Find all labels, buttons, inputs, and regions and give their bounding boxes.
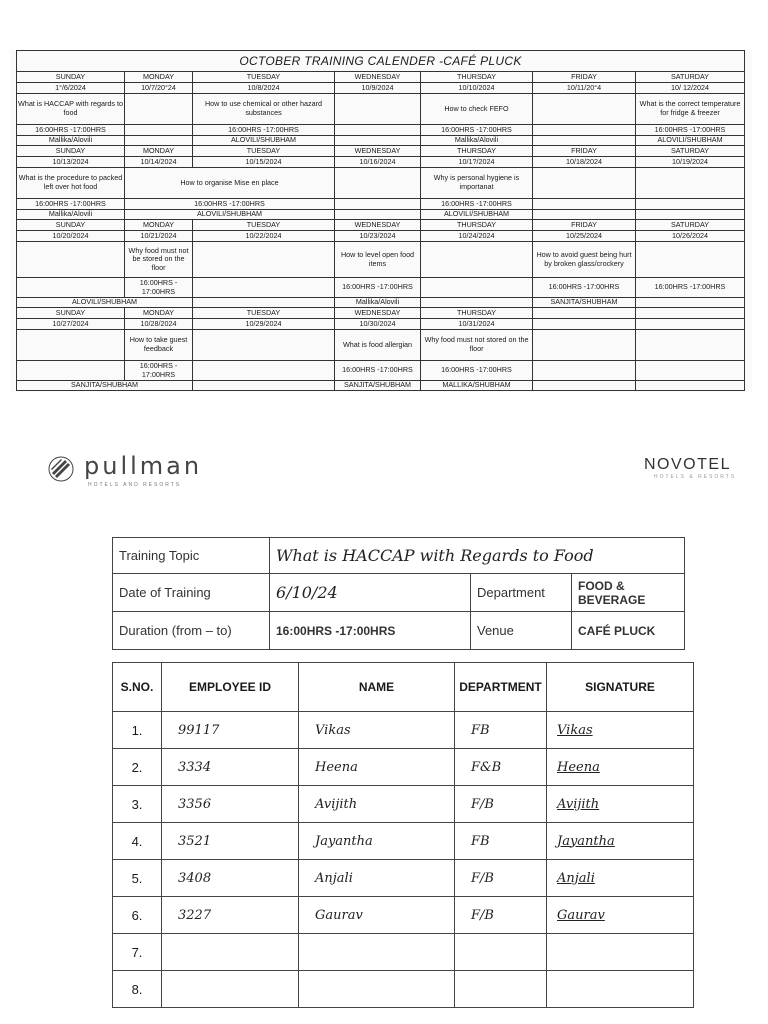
date-cell: 10/30/2024 [335, 319, 421, 330]
employee-id: 3356 [162, 786, 299, 823]
employee-id: 3408 [162, 860, 299, 897]
table-row [113, 897, 694, 934]
time-cell [17, 361, 125, 381]
employee-id: 99117 [162, 712, 299, 749]
topic-cell: What is HACCAP with regards to food [17, 94, 125, 125]
trainer-cell: Mallika/Alovili [335, 298, 421, 308]
day-label: SATURDAY [636, 72, 745, 83]
topic-cell: How to use chemical or other hazard substances [193, 94, 335, 125]
employee-department: F/B [455, 786, 547, 823]
attendance-table [112, 662, 694, 1008]
topic-cell [636, 168, 745, 199]
employee-signature: Jayantha [547, 823, 694, 860]
employee-id: 3521 [162, 823, 299, 860]
date-cell: 10/29/2024 [193, 319, 335, 330]
topic-cell [193, 242, 335, 278]
trainer-cell [533, 136, 636, 146]
topic-cell [335, 168, 421, 199]
time-cell: 16:00HRS - 17:00HRS [125, 278, 193, 298]
venue-label: Venue [471, 612, 572, 650]
trainer-cell: ALOVILI/SHUBHAM [636, 136, 745, 146]
topic-cell [335, 94, 421, 125]
topic-cell: What is the correct temperature for fridge & freezer [636, 94, 745, 125]
trainer-cell: ALOVILI/SHUBHAM [125, 210, 335, 220]
day-label: TUESDAY [193, 72, 335, 83]
employee-id: 3227 [162, 897, 299, 934]
day-label: THURSDAY [421, 146, 533, 157]
employee-signature [547, 934, 694, 971]
time-cell: 16:00HRS -17:00HRS [17, 199, 125, 210]
empty-cell [533, 319, 636, 330]
employee-signature: Avijith [547, 786, 694, 823]
day-label: SUNDAY [17, 72, 125, 83]
date-cell: 10/15/2024 [193, 157, 335, 168]
table-row [113, 971, 694, 1008]
trainer-cell [193, 298, 335, 308]
time-cell: 16:00HRS -17:00HRS [193, 125, 335, 136]
time-cell: 16:00HRS -17:00HRS [421, 125, 533, 136]
date-cell: 1°/6/2024 [17, 83, 125, 94]
table-row [113, 823, 694, 860]
employee-id [162, 934, 299, 971]
calendar-title: OCTOBER TRAINING CALENDER -CAFÉ PLUCK [17, 51, 745, 72]
date-cell: 10/23/2024 [335, 231, 421, 242]
time-cell [335, 199, 421, 210]
trainer-cell: SANJITA/SHUBHAM [335, 381, 421, 391]
training-topic-value: What is HACCAP with Regards to Food [270, 538, 685, 574]
empty-cell [533, 361, 636, 381]
trainer-cell: ALOVILI/SHUBHAM [421, 210, 533, 220]
novotel-wordmark: NOVOTEL [644, 456, 731, 473]
employee-department: F&B [455, 749, 547, 786]
duration-value: 16:00HRS -17:00HRS [270, 612, 471, 650]
employee-department [455, 934, 547, 971]
employee-signature: Gaurav [547, 897, 694, 934]
topic-cell: Why is personal hygiene is importanat [421, 168, 533, 199]
day-label: SUNDAY [17, 220, 125, 231]
date-cell: 10/14/2024 [125, 157, 193, 168]
employee-id: 3334 [162, 749, 299, 786]
header-department: DEPARTMENT [455, 663, 547, 712]
row-sno: 4. [113, 823, 162, 860]
date-cell: 10/10/2024 [421, 83, 533, 94]
topic-cell: How to avoid guest being hurt by broken glass/crockery [533, 242, 636, 278]
day-label: SUNDAY [17, 146, 125, 157]
trainer-cell [636, 210, 745, 220]
empty-cell [533, 381, 636, 391]
day-label: TUESDAY [193, 146, 335, 157]
day-label: THURSDAY [421, 308, 533, 319]
trainer-cell: ALOVILI/SHUBHAM [193, 136, 335, 146]
topic-cell: What is food allergian [335, 330, 421, 361]
time-cell [533, 125, 636, 136]
row-sno: 6. [113, 897, 162, 934]
header-employee-id: EMPLOYEE ID [162, 663, 299, 712]
date-cell: 10/24/2024 [421, 231, 533, 242]
trainer-cell [335, 210, 421, 220]
training-info-table [112, 537, 685, 650]
trainer-cell: SANJITA/SHUBHAM [17, 381, 193, 391]
row-sno: 8. [113, 971, 162, 1008]
date-cell: 10/8/2024 [193, 83, 335, 94]
day-label: SATURDAY [636, 220, 745, 231]
date-label: Date of Training [113, 574, 270, 612]
venue-value: CAFÉ PLUCK [572, 612, 685, 650]
time-cell [17, 278, 125, 298]
day-label: WEDNESDAY [335, 220, 421, 231]
trainer-cell [125, 136, 193, 146]
training-topic-label: Training Topic [113, 538, 270, 574]
employee-department [455, 971, 547, 1008]
trainer-cell: Mallika/Alovili [17, 210, 125, 220]
trainer-cell: SANJITA/SHUBHAM [533, 298, 636, 308]
date-cell: 10/1?/2024 [421, 157, 533, 168]
day-label: THURSDAY [421, 220, 533, 231]
novotel-tagline: HOTELS & RESORTS [654, 474, 737, 480]
employee-signature: Anjali [547, 860, 694, 897]
trainer-cell [636, 298, 745, 308]
topic-cell: Why food must not be stored on the floor [125, 242, 193, 278]
time-cell: 16:00HRS -17:00HRS [636, 125, 745, 136]
time-cell [125, 125, 193, 136]
time-cell [193, 361, 335, 381]
pullman-mark-icon [48, 456, 74, 482]
day-label: WEDNESDAY [335, 146, 421, 157]
employee-id [162, 971, 299, 1008]
table-row [113, 860, 694, 897]
day-label: SUNDAY [17, 308, 125, 319]
day-label: WEDNESDAY [335, 308, 421, 319]
day-label: MONDAY [125, 308, 193, 319]
date-cell: 10/7/20°24 [125, 83, 193, 94]
day-label: FRIDAY [533, 72, 636, 83]
time-cell: 16:00HRS -17:00HRS [335, 361, 421, 381]
time-cell: 16:00HRS -17:00HRS [636, 278, 745, 298]
empty-cell [533, 330, 636, 361]
day-label: MONDAY [125, 146, 193, 157]
employee-name: Vikas [299, 712, 455, 749]
empty-cell [636, 308, 745, 319]
empty-cell [636, 330, 745, 361]
trainer-cell [335, 136, 421, 146]
trainer-cell: Mallika/Alovili [17, 136, 125, 146]
time-cell: 16:00HRS -17:00HRS [421, 361, 533, 381]
trainer-cell: MALLIKA/SHUBHAM [421, 381, 533, 391]
training-calendar [16, 50, 745, 391]
topic-cell: How to check FEFO [421, 94, 533, 125]
topic-cell: Why food must not stored on the floor [421, 330, 533, 361]
topic-cell: How to take guest feedback [125, 330, 193, 361]
day-label: TUESDAY [193, 220, 335, 231]
time-cell: 16:00HRS -17:00HRS [421, 199, 533, 210]
date-cell: 10/27/2024 [17, 319, 125, 330]
department-label: Department [471, 574, 572, 612]
time-cell [636, 199, 745, 210]
time-cell: 16:00HRS -17:00HRS [17, 125, 125, 136]
header-sno: S.NO. [113, 663, 162, 712]
date-cell: 10/16/2024 [335, 157, 421, 168]
trainer-cell [533, 210, 636, 220]
page-gap [0, 392, 768, 432]
day-label: MONDAY [125, 220, 193, 231]
row-sno: 7. [113, 934, 162, 971]
topic-cell: What is the procedure to packed left over hot food [17, 168, 125, 199]
trainer-cell: ALOVILI/SHUBHAM [17, 298, 193, 308]
employee-name: Gaurav [299, 897, 455, 934]
date-cell: 10/13/2024 [17, 157, 125, 168]
topic-cell [636, 242, 745, 278]
date-cell: 10/20/2024 [17, 231, 125, 242]
employee-department: FB [455, 712, 547, 749]
date-cell: 10/25/2024 [533, 231, 636, 242]
date-cell: 10/22/2024 [193, 231, 335, 242]
day-label: TUESDAY [193, 308, 335, 319]
employee-signature [547, 971, 694, 1008]
employee-name: Avijith [299, 786, 455, 823]
employee-name: Jayantha [299, 823, 455, 860]
time-cell [193, 278, 335, 298]
empty-cell [636, 361, 745, 381]
novotel-logo [644, 456, 736, 480]
topic-cell [125, 94, 193, 125]
time-cell [335, 125, 421, 136]
row-sno: 1. [113, 712, 162, 749]
trainer-cell [193, 381, 335, 391]
employee-department: F/B [455, 860, 547, 897]
time-cell [421, 278, 533, 298]
time-cell [533, 199, 636, 210]
table-row [113, 786, 694, 823]
employee-name: Heena [299, 749, 455, 786]
table-row [113, 712, 694, 749]
duration-label: Duration (from – to) [113, 612, 270, 650]
attendance-header-row [113, 663, 694, 712]
row-sno: 2. [113, 749, 162, 786]
date-cell: 10/ 12/2024 [636, 83, 745, 94]
topic-cell [421, 242, 533, 278]
time-cell: 16:00HRS -17:00HRS [125, 199, 335, 210]
employee-name [299, 934, 455, 971]
date-cell: 10/9/2024 [335, 83, 421, 94]
table-row [113, 749, 694, 786]
date-cell: 10/18/2024 [533, 157, 636, 168]
time-cell: 16:00HRS -17:00HRS [335, 278, 421, 298]
time-cell: 16:00HRS -17:00HRS [533, 278, 636, 298]
empty-cell [636, 319, 745, 330]
topic-cell: How to level open food items [335, 242, 421, 278]
empty-cell [533, 308, 636, 319]
employee-department: F/B [455, 897, 547, 934]
date-cell: 10/21/2024 [125, 231, 193, 242]
time-cell: 16:00HRS - 17:00HRS [125, 361, 193, 381]
trainer-cell [421, 298, 533, 308]
pullman-tagline: HOTELS AND RESORTS [88, 482, 182, 488]
header-name: NAME [299, 663, 455, 712]
row-sno: 3. [113, 786, 162, 823]
topic-cell [17, 330, 125, 361]
day-label: FRIDAY [533, 146, 636, 157]
date-cell: 10/11/20°4 [533, 83, 636, 94]
topic-cell [17, 242, 125, 278]
day-label: FRIDAY [533, 220, 636, 231]
day-label: MONDAY [125, 72, 193, 83]
topic-cell: How to organise Mise en place [125, 168, 335, 199]
date-cell: 10/31/2024 [421, 319, 533, 330]
day-label: THURSDAY [421, 72, 533, 83]
employee-signature: Vikas [547, 712, 694, 749]
department-value: FOOD & BEVERAGE [572, 574, 685, 612]
row-sno: 5. [113, 860, 162, 897]
day-label: WEDNESDAY [335, 72, 421, 83]
header-signature: SIGNATURE [547, 663, 694, 712]
date-value: 6/10/24 [270, 574, 471, 612]
topic-cell [533, 168, 636, 199]
date-cell: 10/19/2024 [636, 157, 745, 168]
employee-signature: Heena [547, 749, 694, 786]
employee-name [299, 971, 455, 1008]
trainer-cell: Mallika/Alovili [421, 136, 533, 146]
pullman-wordmark: pullman [84, 452, 203, 480]
employee-department: FB [455, 823, 547, 860]
empty-cell [636, 381, 745, 391]
topic-cell [533, 94, 636, 125]
day-label: SATURDAY [636, 146, 745, 157]
date-cell: 10/28/2024 [125, 319, 193, 330]
topic-cell [193, 330, 335, 361]
table-row [113, 934, 694, 971]
employee-name: Anjali [299, 860, 455, 897]
date-cell: 10/26/2024 [636, 231, 745, 242]
